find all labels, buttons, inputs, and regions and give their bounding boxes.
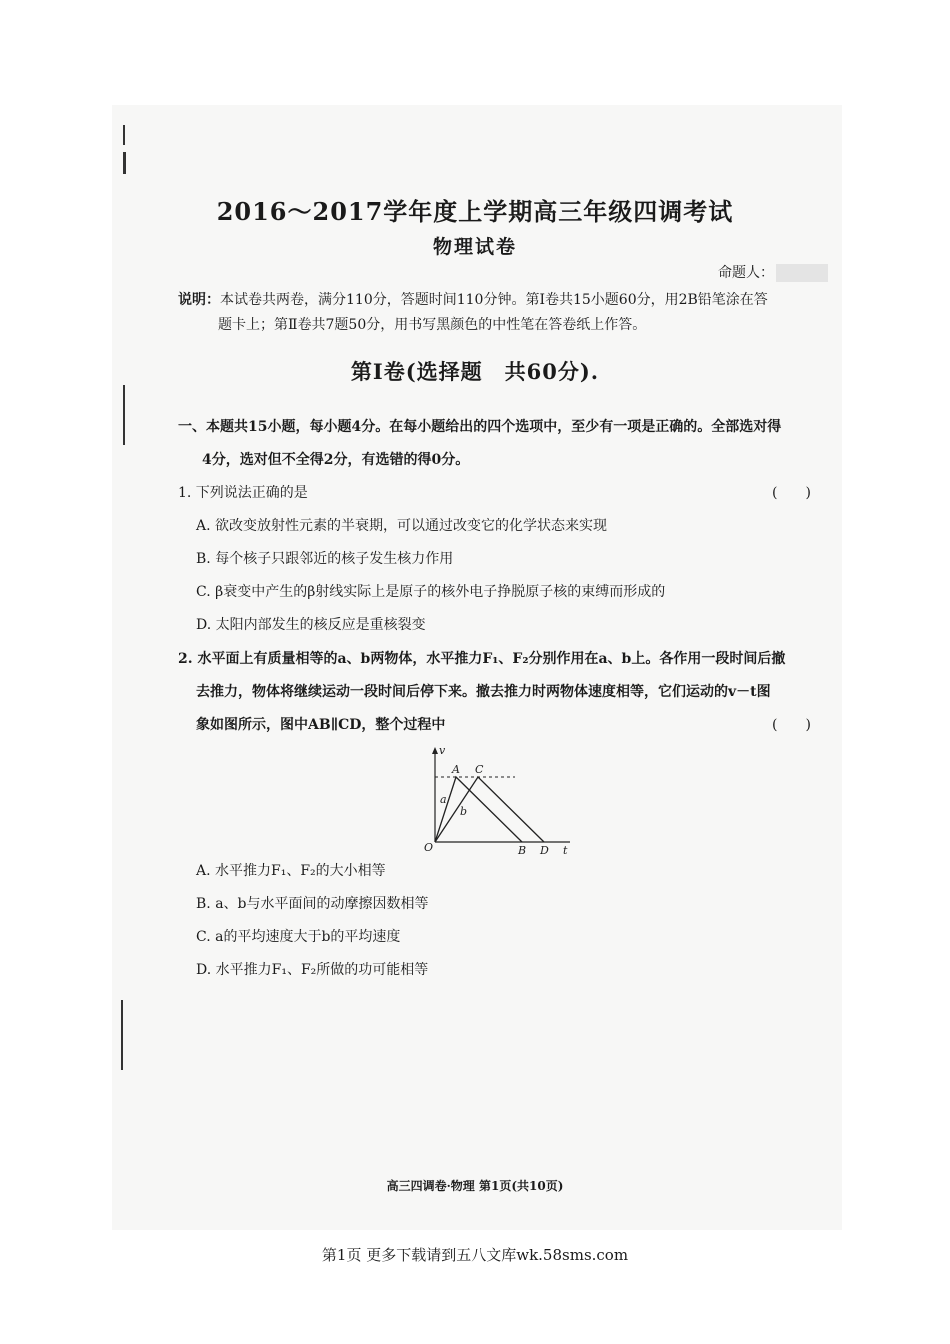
note-line-2: 题卡上；第Ⅱ卷共7题50分，用书写黑颜色的中性笔在答卷纸上作答。 [218, 317, 647, 333]
q2-option-b: B. a、b与水平面间的动摩擦因数相等 [196, 896, 429, 912]
v-axis-arrow [432, 747, 438, 754]
page-footer: 高三四调卷·物理 第1页(共10页) [386, 1179, 564, 1193]
exam-title: 2016～2017学年度上学期高三年级四调考试 [216, 197, 734, 226]
q2-option-a: A. 水平推力F₁、F₂的大小相等 [196, 863, 386, 879]
graph-a [435, 777, 522, 842]
section-instruction-2: 4分，选对但不全得2分，有选错的得0分。 [202, 452, 470, 468]
origin-label: O [424, 841, 434, 854]
line-a-label: a [440, 793, 447, 806]
author-line [718, 262, 828, 282]
q1-option-c: C. β衰变中产生的β射线实际上是原子的核外电子挣脱原子核的束缚而形成的 [196, 584, 666, 600]
q1-option-b: B. 每个核子只跟邻近的核子发生核力作用 [196, 551, 454, 567]
vt-graph [420, 745, 590, 855]
section-title: 第Ⅰ卷(选择题 共60分). [350, 359, 600, 384]
t-axis-label: t [563, 844, 568, 855]
q1-option-a: A. 欲改变放射性元素的半衰期，可以通过改变它的化学状态来实现 [196, 518, 608, 534]
note-line-1: 本试卷共两卷，满分110分，答题时间110分钟。第Ⅰ卷共15小题60分，用2B铅笔涂在答 [220, 292, 768, 308]
line-b-label: b [460, 805, 468, 818]
q1-option-d: D. 太阳内部发生的核反应是重核裂变 [196, 617, 426, 633]
q2-option-c: C. a的平均速度大于b的平均速度 [196, 929, 401, 945]
download-notice: 第1页 更多下载请到五八文库wk.58sms.com [321, 1246, 629, 1264]
author-label: 命题人： [718, 265, 774, 281]
answer-paren-2: ( ) [772, 717, 811, 733]
question-2-stem-3: 象如图所示，图中AB∥CD，整个过程中 [196, 717, 446, 733]
q2-option-d: D. 水平推力F₁、F₂所做的功可能相等 [196, 962, 429, 978]
v-axis-label: v [439, 745, 446, 757]
note-label: 说明： [178, 292, 220, 308]
question-1-stem: 1. 下列说法正确的是 [178, 485, 308, 501]
point-d-label: D [540, 844, 549, 855]
scan-edge-mark [121, 1000, 123, 1070]
question-2-stem-2: 去推力，物体将继续运动一段时间后停下来。撤去推力时两物体速度相等，它们运动的v－t图 [196, 684, 771, 700]
section-instruction-1: 一、本题共15小题，每小题4分。在每小题给出的四个选项中，至少有一项是正确的。全部选对得 [178, 419, 782, 435]
scan-edge-mark [123, 125, 125, 145]
redacted-name [776, 264, 828, 282]
point-a-label: A [452, 763, 460, 776]
answer-paren-1: ( ) [772, 485, 811, 501]
exam-note [178, 288, 828, 338]
scan-edge-mark [123, 385, 125, 445]
point-b-label: B [518, 844, 527, 855]
point-c-label: C [475, 763, 484, 776]
scan-edge-mark [123, 152, 126, 174]
exam-subtitle: 物理试卷 [432, 236, 517, 258]
question-2-stem-1: 2. 水平面上有质量相等的a、b两物体，水平推力F₁、F₂分别作用在a、b上。各作用一段时间后撤 [178, 651, 786, 667]
